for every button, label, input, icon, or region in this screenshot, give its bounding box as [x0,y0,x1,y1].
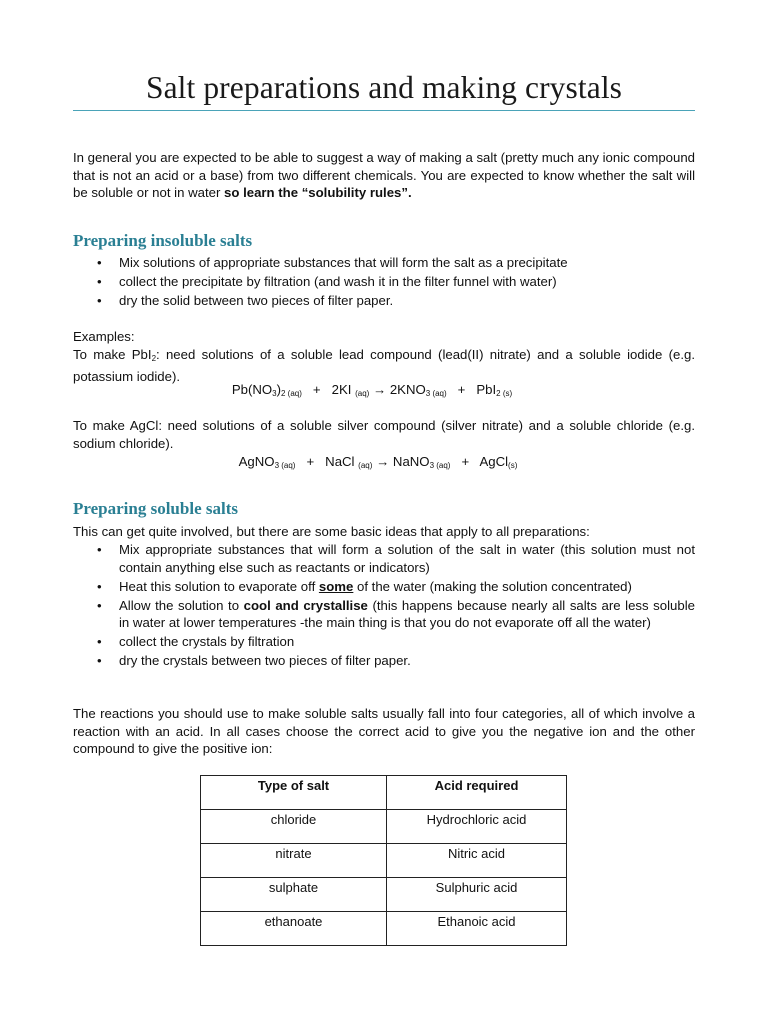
salt-acid-table [200,775,567,946]
table-cell: nitrate [201,844,387,878]
table-cell: chloride [201,810,387,844]
example-pbi2-text: To make PbI$_2$: need solutions of a soluble lead compound (lead(II) nitrate) and a soluble iodide (e.g. potassium iodide). [73,347,695,384]
table-cell: ethanoate [201,912,387,946]
intro-paragraph [73,149,695,202]
table-header-cell: Type of salt [201,776,387,810]
reaction-arrow-icon: → [376,454,390,469]
table-header-cell: Acid required [387,776,567,810]
table-row [201,878,567,912]
table-cell: Sulphuric acid [387,878,567,912]
examples-label: Examples: [73,329,135,344]
bullet-glyph: • [97,274,102,289]
table-cell: Hydrochloric acid [387,810,567,844]
bullet-glyph: • [97,634,102,649]
insoluble-bullet-list [73,254,695,311]
soluble-lead-text: This can get quite involved, but there are some basic ideas that apply to all preparations: [73,524,590,539]
table-cell: Nitric acid [387,844,567,878]
table-header-row [201,776,567,810]
table-row [201,810,567,844]
table-cell: sulphate [201,878,387,912]
list-item: • collect the precipitate by filtration (and wash it in the filter funnel with water) [97,274,557,289]
list-item: • Heat this solution to evaporate off some of the water (making the solution concentrated) [97,578,632,594]
soluble-bullet-list [73,541,695,671]
reactions-paragraph: The reactions you should use to make soluble salts usually fall into four categories, all of which involve a reaction with an acid. In all cases choose the correct acid to give you the negative ion and the other compound to give the positive ion: [73,706,695,756]
reaction-arrow-icon: → [372,382,387,397]
bullet-glyph: • [97,293,102,308]
intro-text: In general you are expected to be able to suggest a way of making a salt (pretty much any ionic compound that is not an acid or a base) from two different chemicals. You are expected to know whether the salt will be soluble or not in water [73,150,695,200]
soluble-heading: Preparing soluble salts [73,499,238,518]
bullet-glyph: • [97,653,102,668]
insoluble-heading: Preparing insoluble salts [73,231,253,250]
table-row [201,912,567,946]
intro-bold-text: so learn the “solubility rules”. [224,185,412,200]
list-item: • Mix appropriate substances that will form a solution of the salt in water (this solution must not contain anything else such as reactants or indicators) [97,542,695,575]
equation-agcl: AgNO$_{3 (aq)}$ + NaCl $_{(aq)}$ → NaNO$_{3 (aq)}$ + AgCl$_{(s)}$ [238,454,518,470]
table-cell: Ethanoic acid [387,912,567,946]
list-item: • dry the solid between two pieces of filter paper. [97,293,394,308]
bullet-glyph: • [97,578,102,594]
bullet-glyph: • [97,597,102,613]
equation-pbi2: $Pb(NO_3)_{2 (aq)}$ + 2KI $_{(aq)} \to 2KNO_{3 (aq)}$ + PbI$_{2 (s)}$ [231,382,513,398]
table-row [201,844,567,878]
bullet-glyph: • [97,255,102,270]
list-item: • collect the crystals by filtration [97,634,295,649]
bullet-glyph: • [97,542,102,557]
example-agcl-text: To make AgCl: need solutions of a soluble silver compound (silver nitrate) and a soluble chloride (e.g. sodium chloride). [73,418,695,451]
page-title: Salt preparations and making crystals [145,70,623,105]
list-item: • Mix solutions of appropriate substances that will form the salt as a precipitate [97,255,568,270]
list-item: • Allow the solution to cool and crystallise (this happens because nearly all salts are less soluble in water at lower temperatures -the main thing is that you do not evaporate off all the water) [97,597,695,630]
list-item: • dry the crystals between two pieces of filter paper. [97,653,411,668]
title-divider [73,110,695,111]
